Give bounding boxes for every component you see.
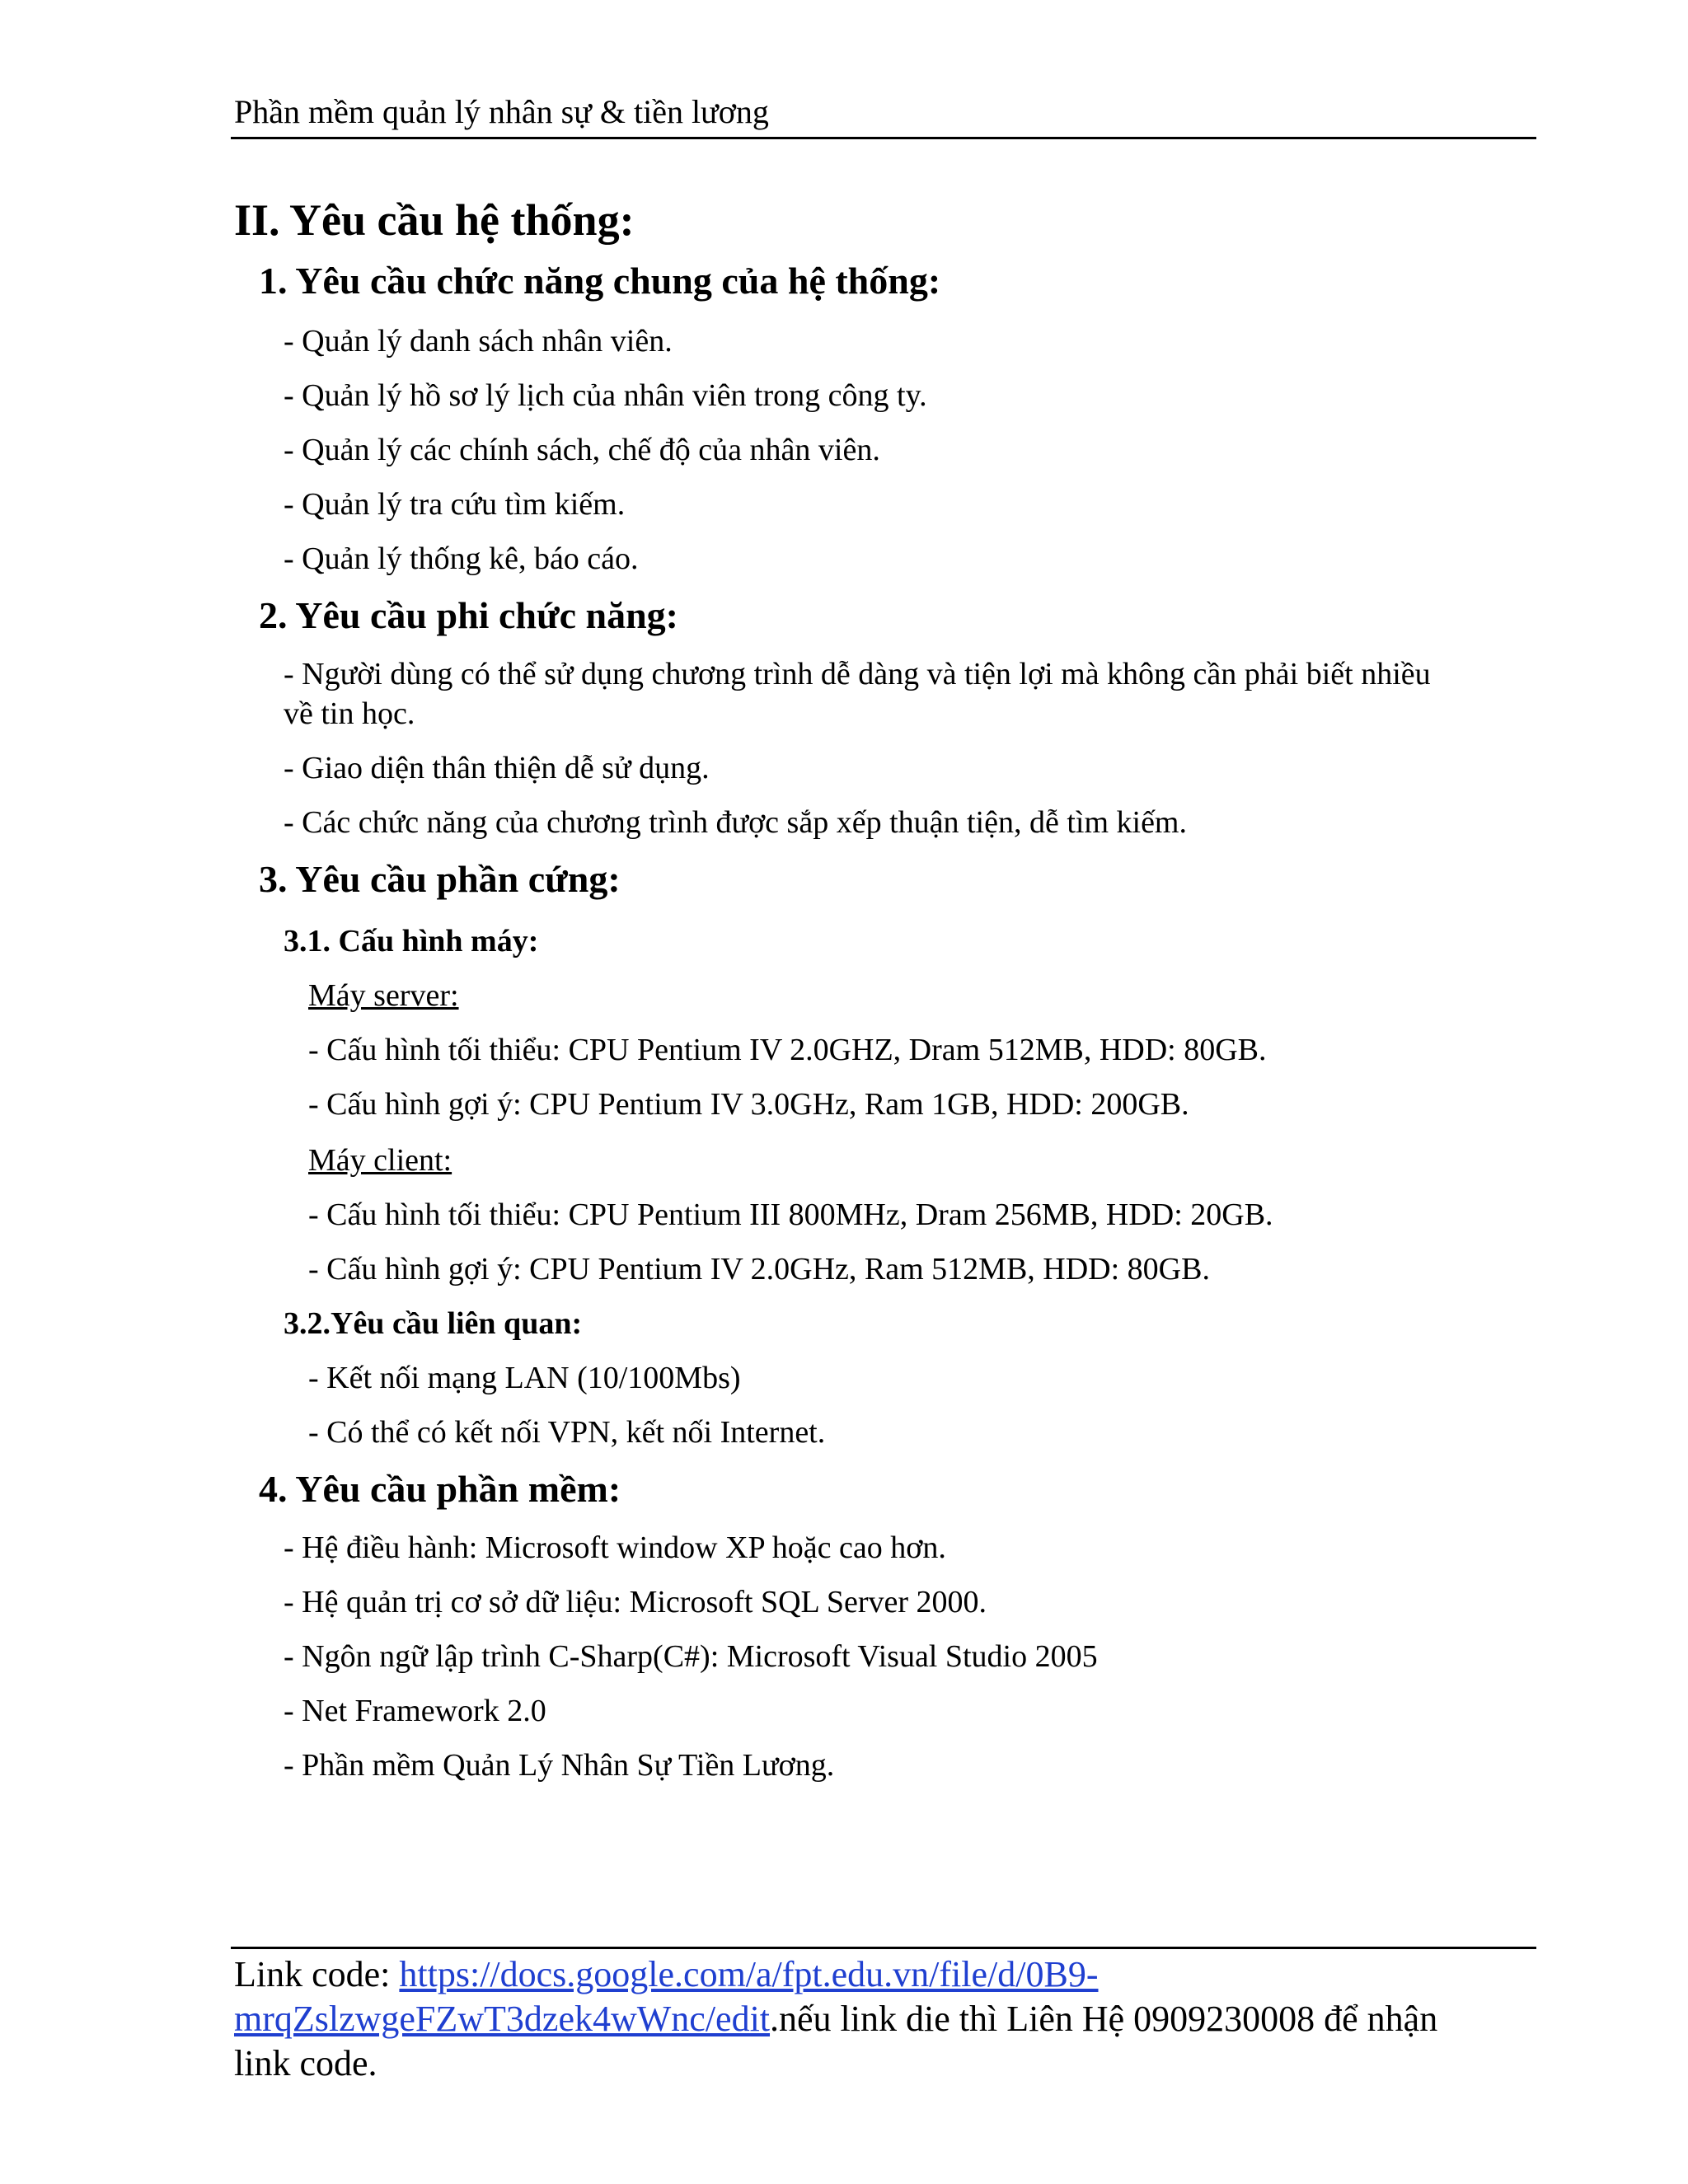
s4-item-5: - Phần mềm Quản Lý Nhân Sự Tiền Lương. (284, 1748, 835, 1783)
server-item-1: - Cấu hình tối thiểu: CPU Pentium IV 2.0GHZ, Dram 512MB, HDD: 80GB. (308, 1033, 1267, 1067)
server-item-2: - Cấu hình gợi ý: CPU Pentium IV 3.0GHz, Ram 1GB, HDD: 200GB. (308, 1087, 1189, 1122)
s3-title: 3. Yêu cầu phần cứng: (259, 858, 621, 900)
footer-line-1 (234, 1953, 1099, 1995)
s1-item-5: - Quản lý thống kê, báo cáo. (284, 541, 639, 576)
footer-line-2 (234, 1998, 1437, 2040)
page-header: Phần mềm quản lý nhân sự & tiền lương (234, 93, 769, 130)
client-item-2: - Cấu hình gợi ý: CPU Pentium IV 2.0GHz, Ram 512MB, HDD: 80GB. (308, 1252, 1210, 1286)
footer-prefix: Link code: (234, 1954, 400, 1994)
header-rule (231, 137, 1536, 139)
s2-item-1-line1: - Người dùng có thể sử dụng chương trình dễ dàng và tiện lợi mà không cần phải biết nhiều (284, 657, 1431, 691)
s3-2-item-1: - Kết nối mạng LAN (10/100Mbs) (308, 1361, 741, 1395)
s2-title: 2. Yêu cầu phi chức năng: (259, 594, 678, 636)
s1-item-4: - Quản lý tra cứu tìm kiếm. (284, 487, 626, 522)
s4-title: 4. Yêu cầu phần mềm: (259, 1468, 621, 1510)
server-label: Máy server: (308, 978, 459, 1013)
s1-title: 1. Yêu cầu chức năng chung của hệ thống: (259, 260, 941, 302)
s4-item-3: - Ngôn ngữ lập trình C-Sharp(C#): Microsoft Visual Studio 2005 (284, 1639, 1098, 1674)
footer-suffix: .nếu link die thì Liên Hệ 0909230008 để nhận (770, 1999, 1438, 2039)
s3-2-title: 3.2.Yêu cầu liên quan: (284, 1306, 583, 1341)
s2-item-3: - Các chức năng của chương trình được sắp xếp thuận tiện, dễ tìm kiếm. (284, 805, 1187, 840)
section-title: II. Yêu cầu hệ thống: (234, 195, 635, 245)
code-link-part-1[interactable]: https://docs.google.com/a/fpt.edu.vn/file/d/0B9- (399, 1954, 1099, 1994)
footer-line-3: link code. (234, 2043, 377, 2083)
s2-item-1-line2: về tin học. (284, 696, 415, 731)
client-label: Máy client: (308, 1143, 452, 1178)
s4-item-4: - Net Framework 2.0 (284, 1694, 546, 1728)
s1-item-3: - Quản lý các chính sách, chế độ của nhân viên. (284, 433, 880, 467)
s2-item-2: - Giao diện thân thiện dễ sử dụng. (284, 751, 710, 785)
s1-item-2: - Quản lý hồ sơ lý lịch của nhân viên trong công ty. (284, 378, 927, 413)
code-link-part-2[interactable]: mrqZslzwgeFZwT3dzek4wWnc/edit (234, 1999, 771, 2039)
s4-item-2: - Hệ quản trị cơ sở dữ liệu: Microsoft SQL Server 2000. (284, 1585, 987, 1619)
s1-item-1: - Quản lý danh sách nhân viên. (284, 324, 673, 359)
s4-item-1: - Hệ điều hành: Microsoft window XP hoặc cao hơn. (284, 1530, 946, 1565)
s3-2-item-2: - Có thể có kết nối VPN, kết nối Internet. (308, 1415, 826, 1450)
footer-rule (231, 1947, 1536, 1949)
client-item-1: - Cấu hình tối thiểu: CPU Pentium III 800MHz, Dram 256MB, HDD: 20GB. (308, 1197, 1273, 1232)
s3-1-title: 3.1. Cấu hình máy: (284, 924, 539, 958)
